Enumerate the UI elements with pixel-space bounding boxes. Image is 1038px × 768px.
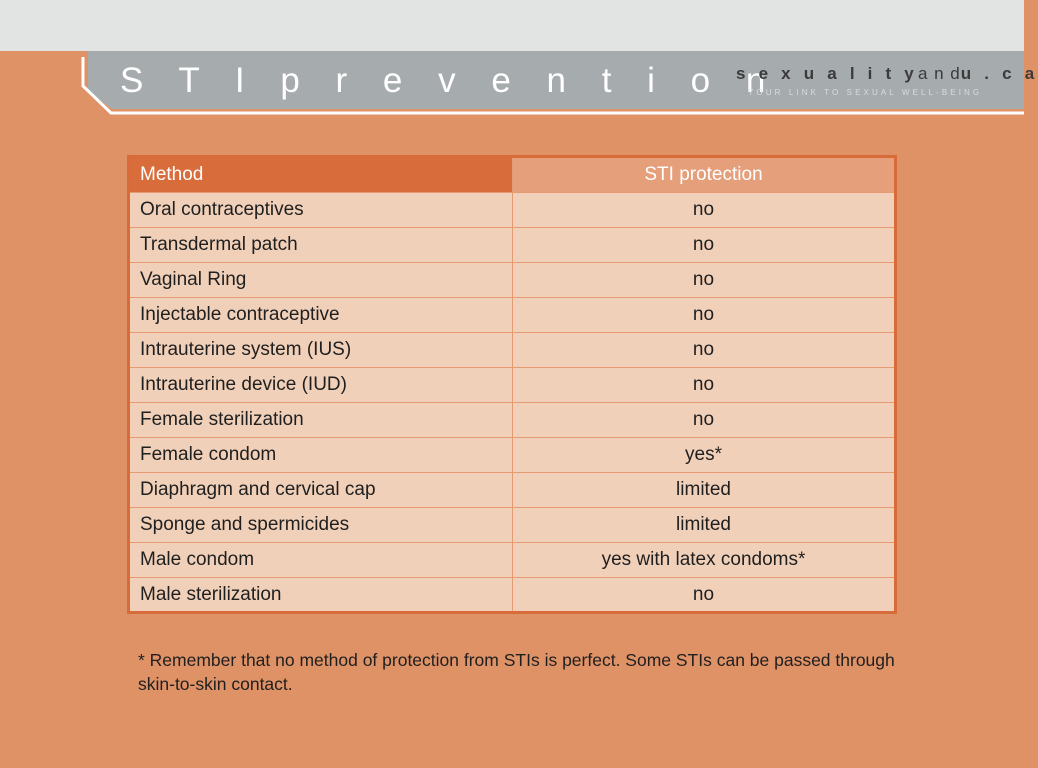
brand-word-and: a n d bbox=[917, 64, 961, 83]
table-row bbox=[129, 298, 896, 333]
protection-cell: limited bbox=[513, 473, 896, 508]
method-cell: Male sterilization bbox=[129, 578, 513, 613]
table-row bbox=[129, 263, 896, 298]
table-row bbox=[129, 368, 896, 403]
table-row bbox=[129, 578, 896, 613]
method-cell: Transdermal patch bbox=[129, 228, 513, 263]
table-row bbox=[129, 228, 896, 263]
brand-word-u-ca: u . c a bbox=[960, 64, 1038, 83]
page-title: S T I p r e v e n t i o n bbox=[120, 61, 779, 100]
protection-cell: yes* bbox=[513, 438, 896, 473]
method-cell: Sponge and spermicides bbox=[129, 508, 513, 543]
method-cell: Intrauterine system (IUS) bbox=[129, 333, 513, 368]
protection-cell: no bbox=[513, 578, 896, 613]
method-cell: Injectable contraceptive bbox=[129, 298, 513, 333]
method-cell: Diaphragm and cervical cap bbox=[129, 473, 513, 508]
table-row bbox=[129, 508, 896, 543]
table-row bbox=[129, 473, 896, 508]
header-sti-protection: STI protection bbox=[513, 157, 896, 193]
table-header-row bbox=[129, 157, 896, 193]
protection-cell: no bbox=[513, 403, 896, 438]
brand-logo bbox=[736, 64, 1038, 84]
method-cell: Female condom bbox=[129, 438, 513, 473]
method-cell: Vaginal Ring bbox=[129, 263, 513, 298]
protection-cell: no bbox=[513, 228, 896, 263]
method-cell: Male condom bbox=[129, 543, 513, 578]
sti-protection-table bbox=[127, 155, 897, 614]
protection-cell: limited bbox=[513, 508, 896, 543]
protection-cell: no bbox=[513, 193, 896, 228]
header-method: Method bbox=[129, 157, 513, 193]
table-row bbox=[129, 438, 896, 473]
method-cell: Female sterilization bbox=[129, 403, 513, 438]
table-row bbox=[129, 333, 896, 368]
table-row bbox=[129, 543, 896, 578]
method-cell: Oral contraceptives bbox=[129, 193, 513, 228]
protection-cell: no bbox=[513, 368, 896, 403]
table-row bbox=[129, 403, 896, 438]
method-cell: Intrauterine device (IUD) bbox=[129, 368, 513, 403]
protection-cell: no bbox=[513, 333, 896, 368]
footnote: * Remember that no method of protection from STIs is perfect. Some STIs can be passed through skin-to-skin contact. bbox=[138, 650, 895, 694]
table-row bbox=[129, 193, 896, 228]
top-band bbox=[0, 0, 1024, 51]
protection-cell: no bbox=[513, 263, 896, 298]
protection-cell: yes with latex condoms* bbox=[513, 543, 896, 578]
brand-word-sexuality: s e x u a l i t y bbox=[736, 64, 918, 83]
protection-cell: no bbox=[513, 298, 896, 333]
brand-tagline: YOUR LINK TO SEXUAL WELL-BEING bbox=[748, 88, 983, 97]
